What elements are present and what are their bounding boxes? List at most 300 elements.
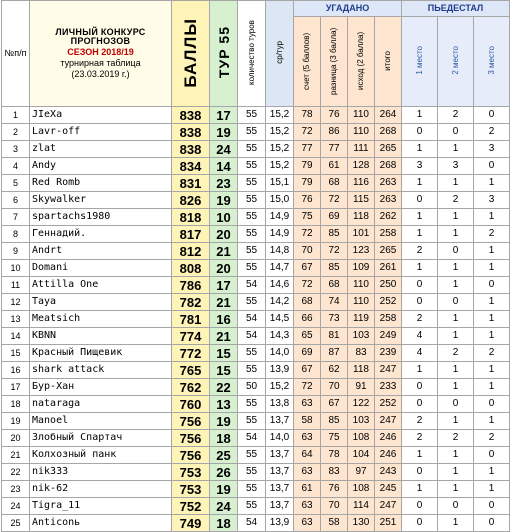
place-3-count: 1 — [474, 379, 510, 396]
exact-score-count: 63 — [294, 396, 321, 413]
games-count: 55 — [238, 192, 266, 209]
tour-cell: 15 — [210, 362, 238, 379]
avg-per-tour: 14,9 — [266, 226, 294, 243]
place-1-count: 0 — [402, 192, 438, 209]
place-3-count: 1 — [474, 328, 510, 345]
tour-cell: 17 — [210, 277, 238, 294]
row-number: 24 — [2, 498, 30, 515]
row-number: 23 — [2, 481, 30, 498]
tour-cell: 16 — [210, 311, 238, 328]
games-count: 55 — [238, 294, 266, 311]
table-row — [2, 481, 510, 498]
place-3-count: 1 — [474, 294, 510, 311]
header-place-2: 2 место — [438, 17, 474, 107]
table-row — [2, 141, 510, 158]
avg-per-tour: 15,2 — [266, 158, 294, 175]
avg-per-tour: 13,9 — [266, 515, 294, 532]
tour-cell: 24 — [210, 141, 238, 158]
place-1-count: 2 — [402, 311, 438, 328]
place-2-count: 1 — [438, 311, 474, 328]
total-guessed: 246 — [375, 447, 402, 464]
outcome-count: 118 — [348, 209, 375, 226]
place-3-count: 1 — [474, 260, 510, 277]
score-cell: 756 — [172, 413, 210, 430]
place-2-count: 2 — [438, 192, 474, 209]
outcome-count: 103 — [348, 413, 375, 430]
avg-per-tour: 14,5 — [266, 311, 294, 328]
avg-per-tour: 15,2 — [266, 141, 294, 158]
table-row — [2, 328, 510, 345]
table-row — [2, 124, 510, 141]
total-guessed: 268 — [375, 158, 402, 175]
player-name: Meatsich — [30, 311, 172, 328]
place-2-count: 1 — [438, 226, 474, 243]
place-2-count: 1 — [438, 209, 474, 226]
place-2-count: 1 — [438, 277, 474, 294]
exact-score-count: 63 — [294, 515, 321, 532]
table-row — [2, 192, 510, 209]
score-cell: 834 — [172, 158, 210, 175]
tour-cell: 24 — [210, 498, 238, 515]
place-1-count: 1 — [402, 175, 438, 192]
player-name: Tigra_11 — [30, 498, 172, 515]
total-guessed: 239 — [375, 345, 402, 362]
total-guessed: 263 — [375, 175, 402, 192]
avg-per-tour: 13,9 — [266, 362, 294, 379]
games-count: 55 — [238, 396, 266, 413]
outcome-count: 91 — [348, 379, 375, 396]
avg-per-tour: 15,2 — [266, 124, 294, 141]
table-row — [2, 464, 510, 481]
avg-per-tour: 13,7 — [266, 464, 294, 481]
header-place-3: 3 место — [474, 17, 510, 107]
header-games: количество туров — [238, 1, 266, 107]
row-number: 7 — [2, 209, 30, 226]
score-cell: 772 — [172, 345, 210, 362]
score-cell: 749 — [172, 515, 210, 532]
place-2-count: 0 — [438, 124, 474, 141]
table-row — [2, 362, 510, 379]
games-count: 55 — [238, 243, 266, 260]
place-1-count: 1 — [402, 107, 438, 124]
place-2-count: 1 — [438, 362, 474, 379]
player-name: Злобный Спартач — [30, 430, 172, 447]
difference-count: 78 — [321, 447, 348, 464]
outcome-count: 119 — [348, 311, 375, 328]
avg-per-tour: 15,0 — [266, 192, 294, 209]
exact-score-count: 67 — [294, 362, 321, 379]
difference-count: 86 — [321, 124, 348, 141]
difference-count: 61 — [321, 158, 348, 175]
outcome-count: 110 — [348, 294, 375, 311]
title-line-2: ПРОГНОЗОВ — [70, 36, 131, 46]
season-label: СЕЗОН 2018/19 — [67, 47, 134, 57]
place-1-count: 0 — [402, 464, 438, 481]
games-count: 55 — [238, 124, 266, 141]
exact-score-count: 68 — [294, 294, 321, 311]
total-guessed: 265 — [375, 141, 402, 158]
place-3-count: 1 — [474, 243, 510, 260]
table-row — [2, 209, 510, 226]
place-2-count: 2 — [438, 345, 474, 362]
difference-count: 85 — [321, 413, 348, 430]
place-1-count: 0 — [402, 515, 438, 532]
place-1-count: 2 — [402, 413, 438, 430]
header-place-1: 1 место — [402, 17, 438, 107]
avg-per-tour: 14,6 — [266, 277, 294, 294]
row-number: 19 — [2, 413, 30, 430]
outcome-count: 118 — [348, 362, 375, 379]
games-count: 55 — [238, 260, 266, 277]
total-guessed: 245 — [375, 481, 402, 498]
page-title-block — [30, 1, 172, 107]
difference-count: 75 — [321, 430, 348, 447]
total-guessed: 243 — [375, 464, 402, 481]
total-guessed: 265 — [375, 243, 402, 260]
avg-per-tour: 14,0 — [266, 430, 294, 447]
total-guessed: 250 — [375, 277, 402, 294]
tour-cell: 23 — [210, 175, 238, 192]
place-3-count: 0 — [474, 447, 510, 464]
outcome-count: 123 — [348, 243, 375, 260]
score-cell: 817 — [172, 226, 210, 243]
table-row — [2, 260, 510, 277]
difference-count: 68 — [321, 175, 348, 192]
difference-count: 87 — [321, 345, 348, 362]
tour-cell: 19 — [210, 124, 238, 141]
exact-score-count: 65 — [294, 328, 321, 345]
tour-cell: 10 — [210, 209, 238, 226]
outcome-count: 128 — [348, 158, 375, 175]
difference-count: 62 — [321, 362, 348, 379]
score-cell: 756 — [172, 447, 210, 464]
place-1-count: 0 — [402, 277, 438, 294]
row-number: 6 — [2, 192, 30, 209]
tour-cell: 19 — [210, 481, 238, 498]
score-cell: 808 — [172, 260, 210, 277]
place-3-count: 0 — [474, 277, 510, 294]
difference-count: 76 — [321, 481, 348, 498]
difference-count: 70 — [321, 379, 348, 396]
place-3-count: 1 — [474, 209, 510, 226]
outcome-count: 110 — [348, 124, 375, 141]
total-guessed: 261 — [375, 260, 402, 277]
exact-score-count: 70 — [294, 243, 321, 260]
place-1-count: 0 — [402, 294, 438, 311]
header-guessed-group: УГАДАНО — [294, 1, 402, 17]
row-number: 20 — [2, 430, 30, 447]
player-name: Taya — [30, 294, 172, 311]
avg-per-tour: 14,3 — [266, 328, 294, 345]
table-row — [2, 413, 510, 430]
score-cell: 760 — [172, 396, 210, 413]
avg-per-tour: 15,2 — [266, 379, 294, 396]
table-row — [2, 294, 510, 311]
subtitle-line-2: (23.03.2019 г.) — [71, 69, 130, 79]
row-number: 3 — [2, 141, 30, 158]
place-1-count: 0 — [402, 379, 438, 396]
table-row — [2, 396, 510, 413]
tour-cell: 17 — [210, 107, 238, 124]
player-name: Andy — [30, 158, 172, 175]
player-name: Skywalker — [30, 192, 172, 209]
exact-score-count: 76 — [294, 192, 321, 209]
place-3-count: 0 — [474, 107, 510, 124]
total-guessed: 247 — [375, 498, 402, 515]
place-1-count: 0 — [402, 396, 438, 413]
row-number: 21 — [2, 447, 30, 464]
total-guessed: 252 — [375, 294, 402, 311]
total-guessed: 258 — [375, 226, 402, 243]
place-2-count: 1 — [438, 413, 474, 430]
table-row — [2, 277, 510, 294]
exact-score-count: 77 — [294, 141, 321, 158]
score-cell: 752 — [172, 498, 210, 515]
score-cell: 786 — [172, 277, 210, 294]
games-count: 54 — [238, 277, 266, 294]
player-name: KBNN — [30, 328, 172, 345]
place-3-count: 1 — [474, 464, 510, 481]
total-guessed: 247 — [375, 413, 402, 430]
games-count: 55 — [238, 141, 266, 158]
score-cell: 826 — [172, 192, 210, 209]
outcome-count: 122 — [348, 396, 375, 413]
difference-count: 69 — [321, 209, 348, 226]
row-number: 25 — [2, 515, 30, 532]
place-2-count: 0 — [438, 498, 474, 515]
place-2-count: 2 — [438, 430, 474, 447]
tour-cell: 18 — [210, 430, 238, 447]
table-row — [2, 430, 510, 447]
header-difference: разница (3 балла) — [321, 17, 348, 107]
exact-score-count: 66 — [294, 311, 321, 328]
score-cell: 753 — [172, 481, 210, 498]
place-2-count: 1 — [438, 175, 474, 192]
row-number: 9 — [2, 243, 30, 260]
place-1-count: 0 — [402, 124, 438, 141]
standings-table — [1, 0, 510, 532]
place-3-count: 2 — [474, 124, 510, 141]
total-guessed: 247 — [375, 362, 402, 379]
games-count: 55 — [238, 209, 266, 226]
avg-per-tour: 14,2 — [266, 294, 294, 311]
table-row — [2, 175, 510, 192]
row-number: 16 — [2, 362, 30, 379]
games-count: 55 — [238, 498, 266, 515]
place-1-count: 1 — [402, 226, 438, 243]
place-2-count: 0 — [438, 294, 474, 311]
total-guessed: 264 — [375, 107, 402, 124]
player-name: Manoel — [30, 413, 172, 430]
outcome-count: 111 — [348, 141, 375, 158]
player-name: Red Romb — [30, 175, 172, 192]
header-exact-score: счет (5 баллов) — [294, 17, 321, 107]
total-guessed: 268 — [375, 124, 402, 141]
place-2-count: 1 — [438, 328, 474, 345]
place-2-count: 2 — [438, 107, 474, 124]
row-number: 22 — [2, 464, 30, 481]
place-3-count: 1 — [474, 311, 510, 328]
place-1-count: 3 — [402, 158, 438, 175]
avg-per-tour: 14,7 — [266, 260, 294, 277]
tour-cell: 19 — [210, 413, 238, 430]
exact-score-count: 72 — [294, 124, 321, 141]
score-cell: 762 — [172, 379, 210, 396]
place-3-count: 3 — [474, 192, 510, 209]
row-number: 2 — [2, 124, 30, 141]
row-number: 17 — [2, 379, 30, 396]
player-name: Andrt — [30, 243, 172, 260]
exact-score-count: 61 — [294, 481, 321, 498]
total-guessed: 233 — [375, 379, 402, 396]
exact-score-count: 79 — [294, 175, 321, 192]
difference-count: 76 — [321, 107, 348, 124]
player-name: Lavr-off — [30, 124, 172, 141]
place-1-count: 1 — [402, 362, 438, 379]
header-score: БАЛЛЫ — [172, 1, 210, 107]
exact-score-count: 72 — [294, 379, 321, 396]
difference-count: 72 — [321, 192, 348, 209]
place-2-count: 1 — [438, 515, 474, 532]
row-number: 14 — [2, 328, 30, 345]
place-3-count: 2 — [474, 345, 510, 362]
place-2-count: 3 — [438, 158, 474, 175]
table-row — [2, 243, 510, 260]
outcome-count: 108 — [348, 430, 375, 447]
score-cell: 781 — [172, 311, 210, 328]
exact-score-count: 72 — [294, 277, 321, 294]
table-row — [2, 498, 510, 515]
player-name: Attilla One — [30, 277, 172, 294]
place-3-count: 0 — [474, 515, 510, 532]
table-row — [2, 226, 510, 243]
tour-cell: 13 — [210, 396, 238, 413]
outcome-count: 110 — [348, 277, 375, 294]
score-cell: 782 — [172, 294, 210, 311]
player-name: nik333 — [30, 464, 172, 481]
tour-cell: 26 — [210, 464, 238, 481]
outcome-count: 104 — [348, 447, 375, 464]
tour-cell: 25 — [210, 447, 238, 464]
outcome-count: 83 — [348, 345, 375, 362]
row-number: 5 — [2, 175, 30, 192]
exact-score-count: 72 — [294, 226, 321, 243]
avg-per-tour: 13,7 — [266, 481, 294, 498]
place-1-count: 0 — [402, 498, 438, 515]
place-3-count: 0 — [474, 158, 510, 175]
exact-score-count: 67 — [294, 260, 321, 277]
player-name: nataraga — [30, 396, 172, 413]
score-cell: 838 — [172, 124, 210, 141]
table-row — [2, 311, 510, 328]
games-count: 54 — [238, 515, 266, 532]
player-name: JIeXa — [30, 107, 172, 124]
header-num: №п/п — [2, 1, 30, 107]
table-row — [2, 515, 510, 532]
table-row — [2, 345, 510, 362]
exact-score-count: 69 — [294, 345, 321, 362]
outcome-count: 110 — [348, 107, 375, 124]
tour-cell: 15 — [210, 345, 238, 362]
place-3-count: 0 — [474, 396, 510, 413]
exact-score-count: 63 — [294, 430, 321, 447]
games-count: 55 — [238, 464, 266, 481]
header-outcome: исход (2 балла) — [348, 17, 375, 107]
tour-cell: 22 — [210, 379, 238, 396]
tour-cell: 21 — [210, 294, 238, 311]
player-name: Колхозный панк — [30, 447, 172, 464]
place-3-count: 0 — [474, 498, 510, 515]
header-podium-group: ПЬЕДЕСТАЛ — [402, 1, 510, 17]
place-1-count: 2 — [402, 243, 438, 260]
place-2-count: 1 — [438, 141, 474, 158]
header-total: итого — [375, 17, 402, 107]
games-count: 54 — [238, 430, 266, 447]
table-row — [2, 447, 510, 464]
exact-score-count: 63 — [294, 498, 321, 515]
outcome-count: 97 — [348, 464, 375, 481]
avg-per-tour: 14,0 — [266, 345, 294, 362]
games-count: 55 — [238, 107, 266, 124]
difference-count: 81 — [321, 328, 348, 345]
games-count: 55 — [238, 345, 266, 362]
difference-count: 74 — [321, 294, 348, 311]
outcome-count: 109 — [348, 260, 375, 277]
table-row — [2, 379, 510, 396]
place-1-count: 2 — [402, 430, 438, 447]
player-name: zlat — [30, 141, 172, 158]
row-number: 10 — [2, 260, 30, 277]
place-3-count: 3 — [474, 141, 510, 158]
player-name: nik-62 — [30, 481, 172, 498]
avg-per-tour: 13,7 — [266, 498, 294, 515]
row-number: 15 — [2, 345, 30, 362]
difference-count: 85 — [321, 260, 348, 277]
total-guessed: 252 — [375, 396, 402, 413]
games-count: 55 — [238, 362, 266, 379]
outcome-count: 130 — [348, 515, 375, 532]
place-2-count: 1 — [438, 481, 474, 498]
difference-count: 85 — [321, 226, 348, 243]
games-count: 54 — [238, 311, 266, 328]
difference-count: 72 — [321, 243, 348, 260]
place-1-count: 4 — [402, 345, 438, 362]
tour-cell: 20 — [210, 226, 238, 243]
place-1-count: 1 — [402, 209, 438, 226]
place-2-count: 1 — [438, 447, 474, 464]
tour-cell: 18 — [210, 515, 238, 532]
difference-count: 67 — [321, 396, 348, 413]
player-name: Бур-Хан — [30, 379, 172, 396]
standings-body — [2, 107, 510, 532]
place-2-count: 1 — [438, 464, 474, 481]
place-1-count: 1 — [402, 447, 438, 464]
exact-score-count: 75 — [294, 209, 321, 226]
place-3-count: 1 — [474, 481, 510, 498]
title-line-1: ЛИЧНЫЙ КОНКУРС — [55, 27, 146, 37]
total-guessed: 251 — [375, 515, 402, 532]
score-cell: 838 — [172, 107, 210, 124]
games-count: 55 — [238, 158, 266, 175]
outcome-count: 103 — [348, 328, 375, 345]
tour-cell: 21 — [210, 328, 238, 345]
outcome-count: 114 — [348, 498, 375, 515]
place-3-count: 1 — [474, 175, 510, 192]
header-tour: ТУР 55 — [210, 1, 238, 107]
outcome-count: 101 — [348, 226, 375, 243]
exact-score-count: 63 — [294, 464, 321, 481]
place-3-count: 1 — [474, 413, 510, 430]
